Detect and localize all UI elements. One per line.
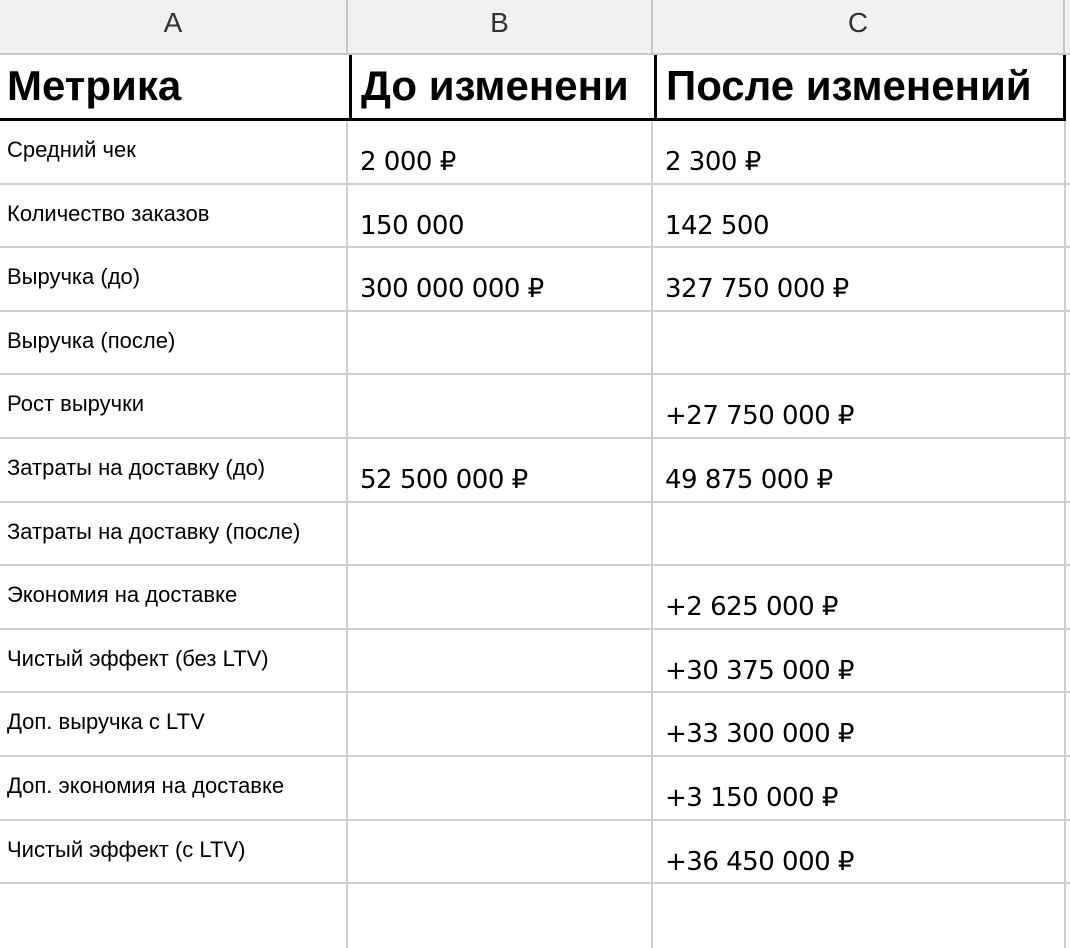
before-cell[interactable] bbox=[348, 375, 653, 437]
header-cell-after[interactable]: После изменений bbox=[654, 55, 1066, 121]
metric-cell[interactable]: Экономия на доставке bbox=[0, 566, 348, 628]
after-cell[interactable]: +30 375 000 ₽ bbox=[653, 630, 1066, 692]
metric-cell[interactable]: Выручка (после) bbox=[0, 312, 348, 374]
after-cell[interactable] bbox=[653, 884, 1066, 948]
before-cell[interactable] bbox=[348, 630, 653, 692]
table-row bbox=[0, 693, 1070, 757]
column-header-b[interactable]: B bbox=[348, 0, 653, 55]
after-cell[interactable]: +33 300 000 ₽ bbox=[653, 693, 1066, 755]
after-cell[interactable] bbox=[653, 312, 1066, 374]
table-row bbox=[0, 312, 1070, 376]
metric-cell[interactable]: Доп. выручка с LTV bbox=[0, 693, 348, 755]
before-cell[interactable]: 2 000 ₽ bbox=[348, 121, 653, 183]
after-cell[interactable]: 49 875 000 ₽ bbox=[653, 439, 1066, 501]
metric-cell[interactable]: Затраты на доставку (до) bbox=[0, 439, 348, 501]
table-body bbox=[0, 121, 1070, 948]
column-header-a[interactable]: A bbox=[0, 0, 348, 55]
after-cell[interactable] bbox=[653, 503, 1066, 565]
metric-cell[interactable]: Чистый эффект (без LTV) bbox=[0, 630, 348, 692]
before-cell[interactable] bbox=[348, 757, 653, 819]
table-header-row bbox=[0, 55, 1070, 121]
before-cell[interactable] bbox=[348, 566, 653, 628]
table-row bbox=[0, 757, 1070, 821]
metric-cell[interactable]: Выручка (до) bbox=[0, 248, 348, 310]
before-cell[interactable] bbox=[348, 503, 653, 565]
metric-cell[interactable]: Рост выручки bbox=[0, 375, 348, 437]
table-row bbox=[0, 566, 1070, 630]
column-header-c[interactable]: C bbox=[653, 0, 1065, 55]
table-row bbox=[0, 439, 1070, 503]
table-row bbox=[0, 821, 1070, 885]
before-cell[interactable] bbox=[348, 312, 653, 374]
metric-cell[interactable]: Количество заказов bbox=[0, 185, 348, 247]
header-cell-before[interactable]: До изменени bbox=[349, 55, 654, 121]
after-cell[interactable]: +27 750 000 ₽ bbox=[653, 375, 1066, 437]
metric-cell[interactable]: Средний чек bbox=[0, 121, 348, 183]
metric-cell[interactable] bbox=[0, 884, 348, 948]
before-cell[interactable]: 300 000 000 ₽ bbox=[348, 248, 653, 310]
before-cell[interactable] bbox=[348, 821, 653, 883]
after-cell[interactable]: 142 500 bbox=[653, 185, 1066, 247]
header-cell-metric[interactable]: Метрика bbox=[0, 55, 349, 121]
table-row bbox=[0, 630, 1070, 694]
after-cell[interactable]: 2 300 ₽ bbox=[653, 121, 1066, 183]
before-cell[interactable]: 150 000 bbox=[348, 185, 653, 247]
after-cell[interactable]: +2 625 000 ₽ bbox=[653, 566, 1066, 628]
metric-cell[interactable]: Доп. экономия на доставке bbox=[0, 757, 348, 819]
column-header-bar bbox=[0, 0, 1070, 55]
after-cell[interactable]: 327 750 000 ₽ bbox=[653, 248, 1066, 310]
table-row bbox=[0, 248, 1070, 312]
table-row bbox=[0, 185, 1070, 249]
before-cell[interactable] bbox=[348, 884, 653, 948]
after-cell[interactable]: +36 450 000 ₽ bbox=[653, 821, 1066, 883]
before-cell[interactable] bbox=[348, 693, 653, 755]
before-cell[interactable]: 52 500 000 ₽ bbox=[348, 439, 653, 501]
table-row-empty bbox=[0, 884, 1070, 948]
metric-cell[interactable]: Затраты на доставку (после) bbox=[0, 503, 348, 565]
table-row bbox=[0, 121, 1070, 185]
metric-cell[interactable]: Чистый эффект (с LTV) bbox=[0, 821, 348, 883]
table-row bbox=[0, 375, 1070, 439]
after-cell[interactable]: +3 150 000 ₽ bbox=[653, 757, 1066, 819]
table-row bbox=[0, 503, 1070, 567]
